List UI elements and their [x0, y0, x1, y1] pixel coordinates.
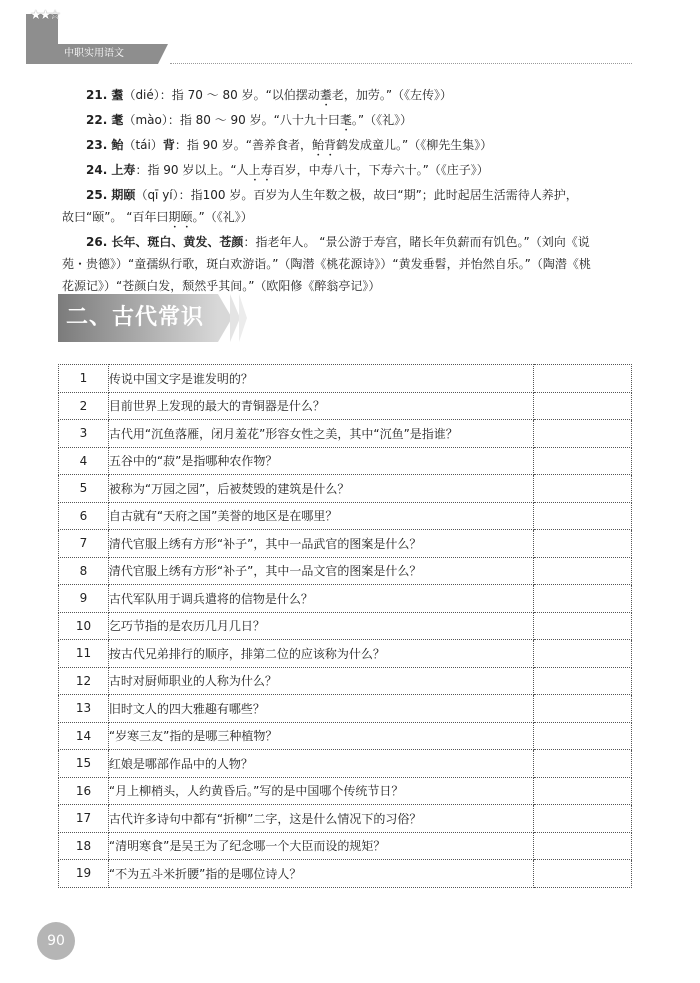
note-26-line2 [62, 253, 634, 275]
answer-cell [534, 475, 632, 503]
note-25-cont [62, 206, 634, 231]
answer-cell [534, 750, 632, 778]
note-term: 24. 上寿 [86, 163, 136, 177]
question-text: 传说中国文字是谁发明的？ [108, 365, 533, 393]
table-row [59, 557, 632, 585]
answer-cell [534, 585, 632, 613]
question-text: 清代官服上绣有方形“补子”，其中一品文官的图案是什么？ [108, 557, 533, 585]
question-number: 17 [59, 805, 109, 833]
note-24 [62, 159, 634, 184]
question-number: 12 [59, 667, 109, 695]
note-quote: 。”（《礼》） [351, 113, 413, 127]
note-term: 22. 耄 [86, 113, 124, 127]
question-text: “不为五斗米折腰”指的是哪位诗人？ [108, 860, 533, 888]
question-number: 16 [59, 777, 109, 805]
table-row [59, 832, 632, 860]
table-row [59, 722, 632, 750]
note-term-suffix: 背 [162, 138, 175, 152]
note-definition: ：指 70 ～ 80 岁。 [159, 88, 266, 102]
table-row [59, 667, 632, 695]
question-text: “岁寒三友”指的是哪三种植物？ [108, 722, 533, 750]
question-text: 古代用“沉鱼落雁，闭月羞花”形容女性之美，其中“沉鱼”是指谁？ [108, 420, 533, 448]
question-text: 古时对厨师职业的人称为什么？ [108, 667, 533, 695]
table-row [59, 447, 632, 475]
note-quote-emphasis: 上寿 [248, 163, 273, 177]
note-quote: 百岁，中寿八十，下寿六十。”（《庄子》） [272, 163, 489, 177]
note-quote: 花源记》）“苍颜白发，颓然乎其间。”（欧阳修《醉翁亭记》） [62, 279, 381, 293]
answer-cell [534, 447, 632, 475]
question-number: 3 [59, 420, 109, 448]
table-row [59, 612, 632, 640]
question-text: 五谷中的“菽”是指哪种农作物？ [108, 447, 533, 475]
question-number: 4 [59, 447, 109, 475]
question-number: 2 [59, 392, 109, 420]
question-text: 红娘是哪部作品中的人物？ [108, 750, 533, 778]
question-text: 旧时文人的四大雅趣有哪些？ [108, 695, 533, 723]
answer-cell [534, 420, 632, 448]
note-quote: “善养食者， [245, 138, 312, 152]
note-quote-emphasis: 期颐 [168, 210, 193, 224]
table-row [59, 777, 632, 805]
page-number: 90 [37, 922, 75, 960]
note-quote: 苑・贵德》）“童孺纵行歌，斑白欢游诣。”（陶潜《桃花源诗》）“黄发垂髫，并怡然自乐。”（陶潜《桃 [62, 257, 591, 271]
question-table [58, 364, 632, 888]
table-row [59, 805, 632, 833]
chevron-right-icon [239, 294, 247, 342]
question-text: 乞巧节指的是农历几月几日？ [108, 612, 533, 640]
table-row [59, 695, 632, 723]
question-number: 14 [59, 722, 109, 750]
note-definition: ：指 90 岁。 [174, 138, 246, 152]
note-26 [62, 231, 634, 253]
question-number: 10 [59, 612, 109, 640]
answer-cell [534, 640, 632, 668]
question-text: 自古就有“天府之国”美誉的地区是在哪里？ [108, 502, 533, 530]
note-quote: 老，加劳。”（《左传》） [331, 88, 453, 102]
question-number: 15 [59, 750, 109, 778]
answer-cell [534, 860, 632, 888]
question-text: 古代军队用于调兵遣将的信物是什么？ [108, 585, 533, 613]
table-row [59, 392, 632, 420]
answer-cell [534, 832, 632, 860]
note-term: 23. 鲐 [86, 138, 124, 152]
note-quote-emphasis: 耋 [319, 88, 332, 102]
header-band-tip [158, 44, 168, 64]
question-number: 1 [59, 365, 109, 393]
book-title: 中职实用语文 [58, 44, 158, 64]
answer-cell [534, 667, 632, 695]
table-row [59, 860, 632, 888]
question-number: 9 [59, 585, 109, 613]
table-row [59, 502, 632, 530]
note-pinyin: （tái） [123, 138, 163, 152]
stars-logo-icon: ★★☆ [30, 8, 59, 23]
section-title: 二、古代常识 [66, 305, 205, 330]
note-22 [62, 109, 634, 134]
header-divider [170, 63, 632, 64]
question-number: 7 [59, 530, 109, 558]
note-quote: “八十九十曰 [273, 113, 340, 127]
question-number: 11 [59, 640, 109, 668]
table-row [59, 585, 632, 613]
question-text: 古代许多诗句中都有“折柳”二字，这是什么情况下的习俗？ [108, 805, 533, 833]
question-text: “月上柳梢头，人约黄昏后。”写的是中国哪个传统节日？ [108, 777, 533, 805]
note-quote: 故曰“颐”。 “百年曰 [62, 210, 169, 224]
note-definition: ：指 90 岁以上。 [135, 163, 231, 177]
note-quote: “人 [230, 163, 249, 177]
answer-cell [534, 695, 632, 723]
note-quote: 。”（《礼》） [192, 210, 253, 224]
question-text: “清明寒食”是吴王为了纪念哪一个大臣而设的规矩？ [108, 832, 533, 860]
question-text: 被称为“万园之园”，后被焚毁的建筑是什么？ [108, 475, 533, 503]
note-23 [62, 134, 634, 159]
answer-cell [534, 805, 632, 833]
answer-cell [534, 530, 632, 558]
table-row [59, 420, 632, 448]
question-number: 13 [59, 695, 109, 723]
note-term: 21. 耋 [86, 88, 124, 102]
note-term: 26. 长年、斑白、黄发、苍颜 [86, 235, 244, 249]
answer-cell [534, 392, 632, 420]
question-number: 6 [59, 502, 109, 530]
answer-cell [534, 557, 632, 585]
answer-cell [534, 365, 632, 393]
answer-cell [534, 612, 632, 640]
table-row [59, 640, 632, 668]
note-quote: “以伯摆动 [265, 88, 320, 102]
table-row [59, 750, 632, 778]
table-row [59, 475, 632, 503]
table-row [59, 365, 632, 393]
table-row [59, 530, 632, 558]
question-number: 19 [59, 860, 109, 888]
note-term: 25. 期颐 [86, 188, 136, 202]
note-pinyin: （mào） [123, 113, 168, 127]
note-pinyin: （dié） [123, 88, 160, 102]
note-definition: ：指100 岁。百岁为人生年数之极，故曰“期”；此时起居生活需待人养护， [178, 188, 578, 202]
note-21 [62, 84, 634, 109]
question-number: 8 [59, 557, 109, 585]
question-number: 5 [59, 475, 109, 503]
note-quote-emphasis: 鲐背 [311, 138, 336, 152]
answer-cell [534, 777, 632, 805]
question-text: 目前世界上发现的最大的青铜器是什么？ [108, 392, 533, 420]
notes-block [62, 84, 634, 297]
note-pinyin: （qī yí） [135, 188, 179, 202]
answer-cell [534, 502, 632, 530]
question-text: 清代官服上绣有方形“补子”，其中一品武官的图案是什么？ [108, 530, 533, 558]
note-quote: 鹤发成童儿。”（《柳先生集》） [336, 138, 493, 152]
note-quote-emphasis: 耄 [339, 113, 352, 127]
answer-cell [534, 722, 632, 750]
question-text: 按古代兄弟排行的顺序，排第二位的应该称为什么？ [108, 640, 533, 668]
note-definition: ：指老年人。 “景公游于寿宫，睹长年负薪而有饥色。”（刘向《说 [243, 235, 590, 249]
question-number: 18 [59, 832, 109, 860]
note-25 [62, 184, 634, 206]
note-definition: ：指 80 ～ 90 岁。 [167, 113, 274, 127]
